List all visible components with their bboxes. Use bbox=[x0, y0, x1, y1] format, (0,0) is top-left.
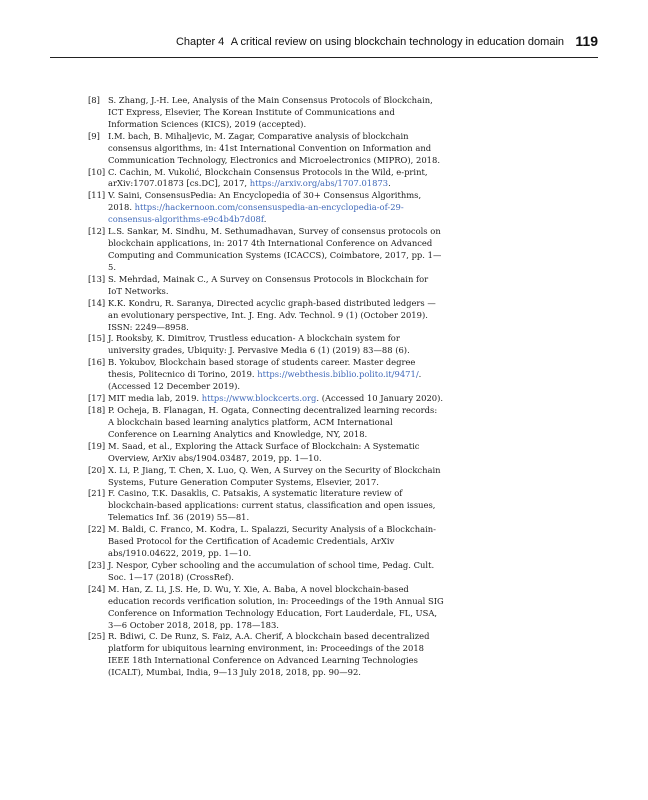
reference-list bbox=[88, 95, 444, 679]
reference-text: J. Rooksby, K. Dimitrov, Trustless education- A blockchain system for university grades, Ubiquity: J. Pervasive Media 6 (1) (2019) 83—88 (6). bbox=[108, 333, 410, 356]
reference-number: [18] bbox=[88, 404, 106, 415]
chapter-label: Chapter 4 bbox=[175, 36, 225, 48]
reference-number: [12] bbox=[88, 226, 106, 237]
reference-number: [11] bbox=[88, 190, 106, 201]
reference-number: [10] bbox=[88, 166, 106, 177]
page-number: 119 bbox=[575, 33, 598, 49]
reference-text: I.M. bach, B. Mihaljevic, M. Zagar, Comparative analysis of blockchain consensus algorithms, in: 41st International Convention on Information and Communication Technology, Electronics and Microelectronics (MIPRO), 2018. bbox=[108, 130, 440, 165]
reference-text: MIT media lab, 2019. bbox=[108, 393, 202, 404]
reference-text: M. Han, Z. Li, J.S. He, D. Wu, Y. Xie, A. Baba, A novel blockchain-based education records verification solution, in: Proceedings of the 19th Annual SIG Conference on Information Technology Education, Fort Lauderdale, FL, USA, 3—6 October 2018, 2018, pp. 178—183. bbox=[108, 583, 444, 630]
reference-text: S. Zhang, J.-H. Lee, Analysis of the Main Consensus Protocols of Blockchain, ICT Express, Elsevier, The Korean Institute of Communications and Information Sciences (KICS), 2019 (accepted). bbox=[108, 95, 433, 129]
chapter-title: A critical review on using blockchain technology in education domain bbox=[230, 36, 564, 48]
reference-item bbox=[88, 190, 444, 226]
reference-text: J. Nespor, Cyber schooling and the accumulation of school time, Pedag. Cult. Soc. 1—17 (2018) (CrossRef). bbox=[108, 559, 435, 582]
reference-item bbox=[88, 441, 444, 465]
reference-number: [23] bbox=[88, 559, 106, 570]
reference-item bbox=[88, 298, 444, 334]
chapter-heading bbox=[176, 36, 564, 48]
reference-item bbox=[88, 95, 444, 131]
reference-item bbox=[88, 333, 444, 357]
reference-number: [24] bbox=[88, 583, 106, 594]
reference-text: M. Saad, et al., Exploring the Attack Surface of Blockchain: A Systematic Overview, ArXiv abs/1904.03487, 2019, pp. 1—10. bbox=[108, 440, 420, 463]
reference-item bbox=[88, 274, 444, 298]
reference-text: R. Bdiwi, C. De Runz, S. Faiz, A.A. Cherif, A blockchain based decentralized platform for ubiquitous learning environment, in: Proceedings of the 2018 IEEE 18th International Conference on Advanced Learning Technologies (ICALT), Mumbai, India, 9—13 July 2018, 2018, pp. 90—92. bbox=[108, 631, 430, 678]
reference-number: [16] bbox=[88, 357, 106, 368]
reference-link[interactable]: https://webthesis.biblio.polito.it/9471/ bbox=[257, 369, 419, 380]
reference-text: M. Baldi, C. Franco, M. Kodra, L. Spalazzi, Security Analysis of a Blockchain-Based Protocol for the Certification of Academic Credentials, ArXiv abs/1910.04622, 2019, pp. 1—10. bbox=[108, 524, 436, 559]
reference-number: [22] bbox=[88, 524, 106, 535]
reference-text: B. Yokubov, Blockchain based storage of students career. Master degree thesis, Politecnico di Torino, 2019. bbox=[108, 357, 416, 380]
reference-text: F. Casino, T.K. Dasaklis, C. Patsakis, A systematic literature review of blockchain-based applications: current status, classification and open issues, Telematics Inf. 36 (2019) 55—81. bbox=[108, 488, 436, 523]
reference-item bbox=[88, 560, 444, 584]
reference-item bbox=[88, 631, 444, 679]
reference-text-tail: . (Accessed 12 December 2019). bbox=[108, 369, 422, 392]
reference-text-tail: . bbox=[263, 214, 267, 225]
reference-item bbox=[88, 167, 444, 191]
reference-number: [9] bbox=[88, 130, 100, 141]
reference-text: C. Cachin, M. Vukolić, Blockchain Consensus Protocols in the Wild, e-print, arXiv:1707.01873 [cs.DC], 2017, bbox=[108, 166, 428, 189]
reference-link[interactable]: https://www.blockcerts.org bbox=[201, 393, 317, 404]
reference-text: S. Mehrdad, Mainak C., A Survey on Consensus Protocols in Blockchain for IoT Networks. bbox=[108, 273, 429, 296]
reference-number: [13] bbox=[88, 273, 106, 284]
reference-item bbox=[88, 524, 444, 560]
reference-item bbox=[88, 226, 444, 274]
reference-text-tail: . bbox=[388, 178, 391, 189]
reference-text-tail: . (Accessed 10 January 2020). bbox=[316, 393, 444, 404]
header-rule bbox=[50, 57, 598, 58]
reference-link[interactable]: https://hackernoon.com/consensuspedia-an-encyclopedia-of-29-consensus-algorithms-e9c4b4b7d08f bbox=[108, 202, 404, 225]
reference-number: [17] bbox=[88, 393, 106, 404]
running-header bbox=[0, 34, 648, 54]
reference-number: [20] bbox=[88, 464, 106, 475]
reference-item bbox=[88, 393, 444, 405]
reference-link[interactable]: https://arxiv.org/abs/1707.01873 bbox=[249, 178, 389, 189]
reference-number: [19] bbox=[88, 440, 106, 451]
reference-number: [15] bbox=[88, 333, 106, 344]
reference-number: [21] bbox=[88, 488, 106, 499]
reference-number: [8] bbox=[88, 95, 100, 105]
reference-item bbox=[88, 357, 444, 393]
reference-item bbox=[88, 405, 444, 441]
reference-text: P. Ocheja, B. Flanagan, H. Ogata, Connecting decentralized learning records: A blockchain based learning analytics platform, ACM International Conference on Learning Analytics and Knowledge, NY, 2018. bbox=[108, 404, 438, 439]
reference-text: V. Saini, ConsensusPedia: An Encyclopedia of 30+ Consensus Algorithms, 2018. bbox=[108, 190, 422, 213]
reference-text: L.S. Sankar, M. Sindhu, M. Sethumadhavan, Survey of consensus protocols on blockchain applications, in: 2017 4th International Conference on Advanced Computing and Communication Systems (ICACCS), Coimbatore, 2017, pp. 1—5. bbox=[108, 226, 442, 272]
reference-item bbox=[88, 465, 444, 489]
reference-item bbox=[88, 584, 444, 632]
reference-number: [25] bbox=[88, 631, 106, 642]
reference-text: X. Li, P. Jiang, T. Chen, X. Luo, Q. Wen, A Survey on the Security of Blockchain Systems, Future Generation Computer Systems, Elsevier, 2017. bbox=[108, 464, 441, 487]
reference-text: K.K. Kondru, R. Saranya, Directed acyclic graph-based distributed ledgers —an evolutionary perspective, Int. J. Eng. Adv. Technol. 9 (1) (October 2019). ISSN: 2249—8958. bbox=[108, 297, 436, 332]
reference-item bbox=[88, 488, 444, 524]
reference-item bbox=[88, 131, 444, 167]
reference-number: [14] bbox=[88, 297, 106, 308]
